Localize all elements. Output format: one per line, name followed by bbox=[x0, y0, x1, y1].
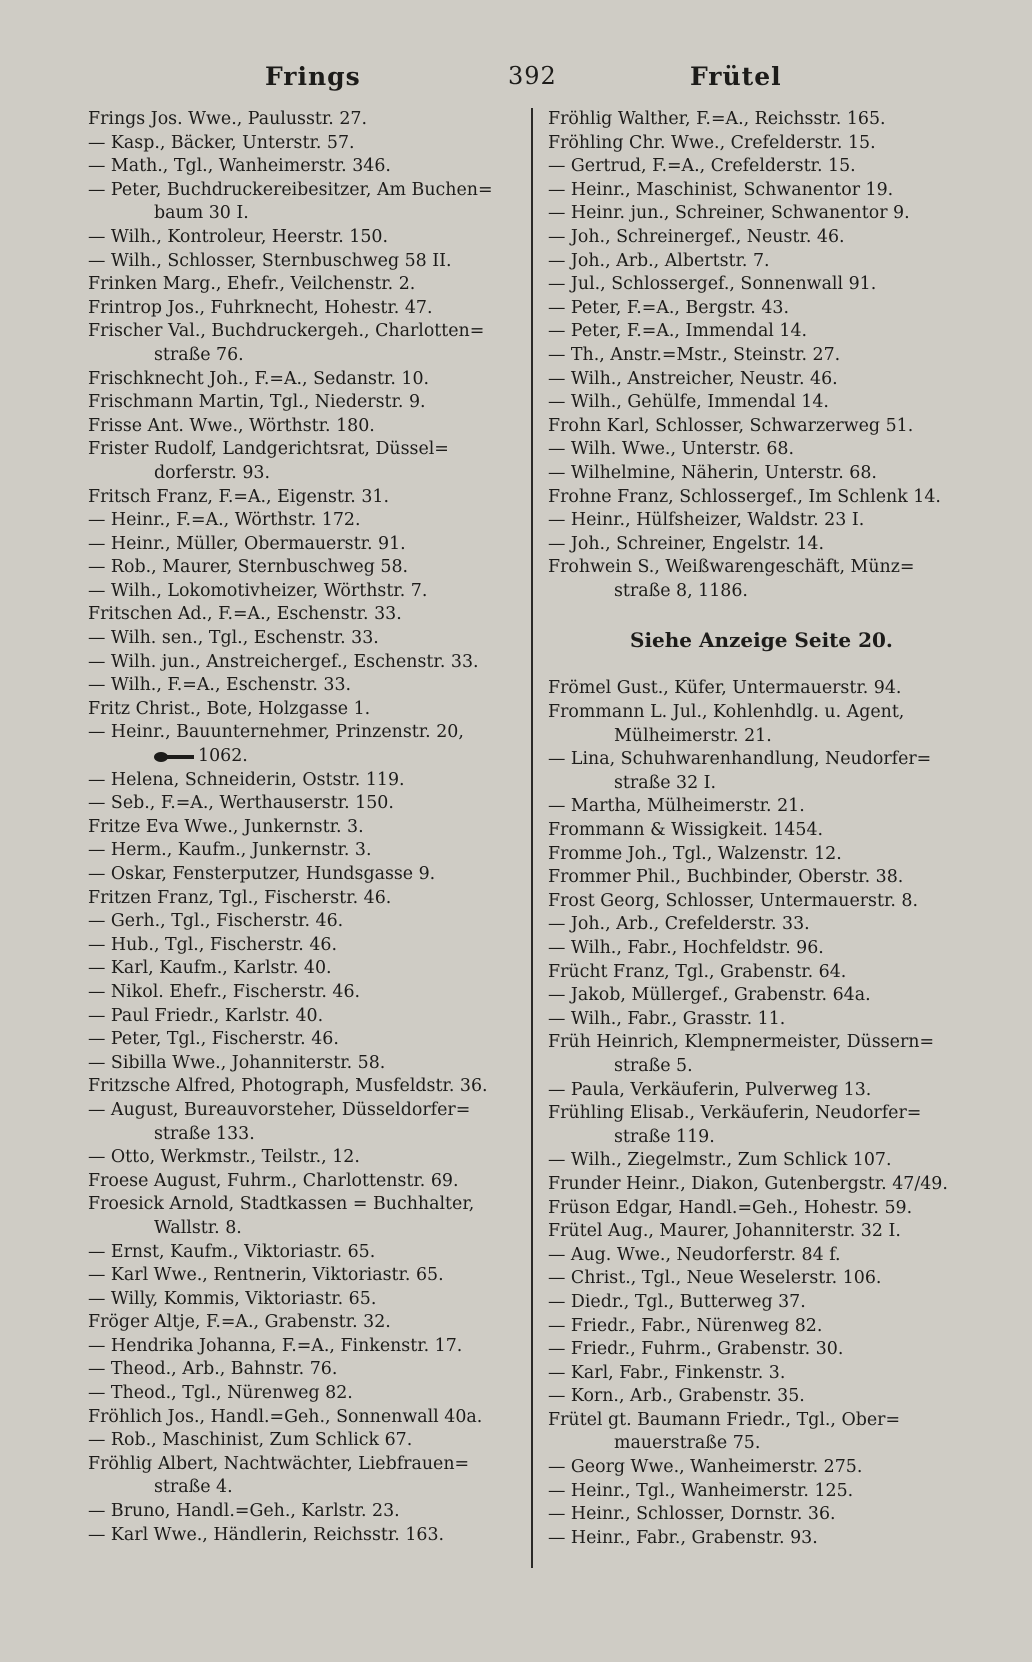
entry-text: Fröhlich Jos., Handl.=Geh., Sonnenwall 40a. bbox=[88, 1406, 483, 1427]
directory-entry bbox=[88, 368, 520, 392]
directory-entry bbox=[88, 226, 520, 250]
entry-text: Früh Heinrich, Klempnermeister, Düssern= bbox=[548, 1032, 935, 1053]
directory-entry bbox=[548, 1527, 988, 1551]
entry-text: — Math., Tgl., Wanheimerstr. 346. bbox=[88, 156, 391, 177]
directory-entry bbox=[548, 1503, 988, 1527]
entry-text: — Peter, F.=A., Immendal 14. bbox=[548, 321, 808, 342]
entry-text: — Aug. Wwe., Neudorferstr. 84 f. bbox=[548, 1244, 841, 1265]
page-number: 392 bbox=[508, 62, 557, 90]
directory-entry bbox=[88, 1476, 520, 1500]
directory-entry bbox=[88, 1241, 520, 1265]
directory-entry bbox=[548, 391, 988, 415]
directory-entry bbox=[548, 866, 988, 890]
directory-entry bbox=[88, 721, 520, 745]
entry-text: Frommann & Wissigkeit. 1454. bbox=[548, 820, 824, 841]
entry-text: — Joh., Arb., Crefelderstr. 33. bbox=[548, 914, 810, 935]
entry-text: straße 5. bbox=[614, 1055, 693, 1076]
entry-text: — Paul Friedr., Karlstr. 40. bbox=[88, 1005, 324, 1026]
entry-text: — Heinr., Fabr., Grabenstr. 93. bbox=[548, 1527, 818, 1548]
entry-text: — Lina, Schuhwarenhandlung, Neudorfer= bbox=[548, 749, 932, 770]
entry-text: Fröger Altje, F.=A., Grabenstr. 32. bbox=[88, 1312, 391, 1333]
entry-text: — Joh., Schreinergef., Neustr. 46. bbox=[548, 226, 845, 247]
directory-entry bbox=[88, 250, 520, 274]
directory-entry bbox=[88, 297, 520, 321]
entry-text: — Otto, Werkmstr., Teilstr., 12. bbox=[88, 1147, 360, 1168]
directory-entry bbox=[548, 202, 988, 226]
entry-text: — Paula, Verkäuferin, Pulverweg 13. bbox=[548, 1079, 872, 1100]
directory-entry bbox=[548, 155, 988, 179]
advertisement-notice: Siehe Anzeige Seite 20. bbox=[630, 628, 893, 653]
directory-entry bbox=[88, 580, 520, 604]
entry-text: — Heinr., Maschinist, Schwanentor 19. bbox=[548, 179, 894, 200]
header-left-keyword: Frings bbox=[265, 62, 361, 91]
entry-text: Fritschen Ad., F.=A., Eschenstr. 33. bbox=[88, 604, 402, 625]
entry-text: Frisse Ant. Wwe., Wörthstr. 180. bbox=[88, 415, 375, 436]
directory-entry bbox=[548, 890, 988, 914]
directory-entry bbox=[548, 1480, 988, 1504]
spacer bbox=[548, 655, 988, 677]
entry-text: — Ernst, Kaufm., Viktoriastr. 65. bbox=[88, 1241, 376, 1262]
directory-entry bbox=[88, 202, 520, 226]
entry-text: straße 4. bbox=[154, 1477, 233, 1498]
entry-text: — Martha, Mülheimerstr. 21. bbox=[548, 796, 805, 817]
entry-text: — Wilh. sen., Tgl., Eschenstr. 33. bbox=[88, 628, 379, 649]
directory-entry bbox=[88, 1524, 520, 1548]
directory-entry bbox=[88, 1288, 520, 1312]
entry-text: Frinken Marg., Ehefr., Veilchenstr. 2. bbox=[88, 274, 416, 295]
entry-text: — Heinr., Schlosser, Dornstr. 36. bbox=[548, 1504, 836, 1525]
directory-entry bbox=[548, 701, 988, 725]
directory-entry bbox=[88, 1453, 520, 1477]
right-column-part-b bbox=[548, 677, 988, 1550]
directory-entry bbox=[548, 580, 988, 604]
directory-entry bbox=[548, 1220, 988, 1244]
entry-text: Frühling Elisab., Verkäuferin, Neudorfer= bbox=[548, 1103, 922, 1124]
entry-text: — Wilh. jun., Anstreichergef., Eschenstr. 33. bbox=[88, 651, 479, 672]
entry-text: — Joh., Schreiner, Engelstr. 14. bbox=[548, 533, 825, 554]
directory-entry bbox=[548, 748, 988, 772]
directory-entry bbox=[88, 651, 520, 675]
directory-entry bbox=[548, 1149, 988, 1173]
directory-entry bbox=[548, 984, 988, 1008]
entry-text: Früson Edgar, Handl.=Geh., Hohestr. 59. bbox=[548, 1197, 913, 1218]
directory-entry bbox=[548, 1031, 988, 1055]
directory-entry bbox=[88, 179, 520, 203]
entry-text: — Wilh., F.=A., Eschenstr. 33. bbox=[88, 675, 352, 696]
entry-text: — Wilh. Wwe., Unterstr. 68. bbox=[548, 439, 794, 460]
directory-entry bbox=[548, 438, 988, 462]
directory-entry bbox=[548, 250, 988, 274]
entry-text: — Christ., Tgl., Neue Weselerstr. 106. bbox=[548, 1268, 882, 1289]
entry-text: — Th., Anstr.=Mstr., Steinstr. 27. bbox=[548, 344, 841, 365]
directory-entry bbox=[88, 1217, 520, 1241]
entry-text: mauerstraße 75. bbox=[614, 1433, 761, 1454]
entry-text: Froesick Arnold, Stadtkassen = Buchhalter, bbox=[88, 1194, 475, 1215]
entry-text: — Wilh., Ziegelmstr., Zum Schlick 107. bbox=[548, 1150, 892, 1171]
directory-entry bbox=[88, 391, 520, 415]
page-header bbox=[0, 62, 1032, 102]
entry-text: Frost Georg, Schlosser, Untermauerstr. 8. bbox=[548, 890, 919, 911]
entry-text: straße 119. bbox=[614, 1126, 715, 1147]
entry-text: — Oskar, Fensterputzer, Hundsgasse 9. bbox=[88, 864, 436, 884]
directory-entry bbox=[548, 226, 988, 250]
directory-entry bbox=[548, 1102, 988, 1126]
entry-text: — Heinr., Tgl., Wanheimerstr. 125. bbox=[548, 1480, 854, 1501]
right-column-part-a bbox=[548, 108, 988, 603]
directory-entry bbox=[88, 1052, 520, 1076]
entry-text: — Karl Wwe., Rentnerin, Viktoriastr. 65. bbox=[88, 1265, 444, 1286]
directory-entry bbox=[548, 795, 988, 819]
directory-entry bbox=[88, 486, 520, 510]
entry-text: — Heinr., Hülfsheizer, Waldstr. 23 I. bbox=[548, 510, 865, 531]
entry-text: — Seb., F.=A., Werthauserstr. 150. bbox=[88, 793, 394, 814]
entry-text: — August, Bureauvorsteher, Düsseldorfer= bbox=[88, 1099, 471, 1120]
directory-entry bbox=[88, 1193, 520, 1217]
directory-entry bbox=[548, 1291, 988, 1315]
entry-text: Frommann L. Jul., Kohlenhdlg. u. Agent, bbox=[548, 702, 905, 723]
directory-entry bbox=[548, 937, 988, 961]
entry-text: — Sibilla Wwe., Johanniterstr. 58. bbox=[88, 1052, 386, 1073]
directory-entry bbox=[548, 132, 988, 156]
entry-text: — Wilh., Schlosser, Sternbuschweg 58 II. bbox=[88, 250, 452, 271]
directory-entry bbox=[88, 934, 520, 958]
directory-entry bbox=[88, 863, 520, 887]
entry-text: — Wilh., Fabr., Grasstr. 11. bbox=[548, 1008, 786, 1029]
entry-text: — Jul., Schlossergef., Sonnenwall 91. bbox=[548, 274, 877, 295]
entry-text: Frings Jos. Wwe., Paulusstr. 27. bbox=[88, 109, 367, 129]
entry-text: — Friedr., Fabr., Nürenweg 82. bbox=[548, 1315, 823, 1336]
directory-entry bbox=[88, 839, 520, 863]
directory-entry bbox=[548, 1315, 988, 1339]
entry-text: Mülheimerstr. 21. bbox=[614, 725, 772, 746]
directory-entry bbox=[88, 1123, 520, 1147]
entry-text: straße 32 I. bbox=[614, 772, 717, 793]
directory-entry bbox=[548, 179, 988, 203]
entry-text: — Peter, Tgl., Fischerstr. 46. bbox=[88, 1029, 339, 1050]
directory-entry bbox=[88, 344, 520, 368]
directory-entry bbox=[88, 108, 520, 132]
directory-entry bbox=[548, 556, 988, 580]
directory-entry bbox=[88, 1406, 520, 1430]
directory-entry bbox=[88, 1146, 520, 1170]
directory-entry bbox=[548, 677, 988, 701]
entry-text: Fromme Joh., Tgl., Walzenstr. 12. bbox=[548, 843, 842, 864]
directory-entry bbox=[88, 1075, 520, 1099]
entry-text: — Korn., Arb., Grabenstr. 35. bbox=[548, 1386, 805, 1407]
directory-entry bbox=[548, 297, 988, 321]
entry-text: Frommer Phil., Buchbinder, Oberstr. 38. bbox=[548, 867, 904, 888]
directory-entry bbox=[88, 1264, 520, 1288]
directory-entry bbox=[548, 1432, 988, 1456]
entry-text: Frömel Gust., Küfer, Untermauerstr. 94. bbox=[548, 678, 902, 699]
entry-text: Fröhling Chr. Wwe., Crefelderstr. 15. bbox=[548, 132, 876, 153]
directory-entry bbox=[548, 108, 988, 132]
entry-text: — Heinr., Müller, Obermauerstr. 91. bbox=[88, 533, 406, 554]
directory-entry bbox=[88, 603, 520, 627]
directory-entry bbox=[88, 1382, 520, 1406]
entry-text: Wallstr. 8. bbox=[154, 1217, 242, 1238]
entry-text: — Kasp., Bäcker, Unterstr. 57. bbox=[88, 132, 355, 153]
directory-entry bbox=[548, 843, 988, 867]
directory-entry bbox=[548, 486, 988, 510]
directory-entry bbox=[548, 1385, 988, 1409]
directory-entry bbox=[88, 533, 520, 557]
entry-text: — Wilh., Kontroleur, Heerstr. 150. bbox=[88, 226, 389, 247]
directory-entry bbox=[548, 1079, 988, 1103]
directory-entry bbox=[548, 1197, 988, 1221]
spacer bbox=[548, 603, 988, 625]
entry-text: — Karl, Kaufm., Karlstr. 40. bbox=[88, 958, 332, 979]
directory-entry bbox=[548, 509, 988, 533]
entry-text: Frücht Franz, Tgl., Grabenstr. 64. bbox=[548, 961, 847, 982]
entry-text: — Rob., Maschinist, Zum Schlick 67. bbox=[88, 1430, 413, 1451]
entry-text: — Diedr., Tgl., Butterweg 37. bbox=[548, 1291, 806, 1312]
directory-entry bbox=[88, 273, 520, 297]
entry-text: Frohne Franz, Schlossergef., Im Schlenk 14. bbox=[548, 486, 941, 507]
directory-entry bbox=[548, 913, 988, 937]
directory-entry bbox=[88, 816, 520, 840]
directory-entry bbox=[548, 1008, 988, 1032]
directory-entry bbox=[88, 887, 520, 911]
directory-entry bbox=[548, 1409, 988, 1433]
entry-text: — Wilh., Gehülfe, Immendal 14. bbox=[548, 392, 829, 413]
directory-entry bbox=[548, 533, 988, 557]
entry-text: — Joh., Arb., Albertstr. 7. bbox=[548, 250, 770, 271]
directory-entry bbox=[88, 415, 520, 439]
entry-text: — Heinr., F.=A., Wörthstr. 172. bbox=[88, 510, 361, 531]
entry-text: Fritzen Franz, Tgl., Fischerstr. 46. bbox=[88, 887, 392, 908]
entry-text: 1062. bbox=[198, 746, 248, 767]
directory-entry bbox=[88, 462, 520, 486]
header-right-keyword: Frütel bbox=[690, 62, 782, 91]
entry-text: Fröhlig Albert, Nachtwächter, Liebfrauen= bbox=[88, 1453, 470, 1474]
directory-entry bbox=[88, 1311, 520, 1335]
directory-entry bbox=[88, 1500, 520, 1524]
left-column bbox=[88, 108, 520, 1547]
entry-text: dorferstr. 93. bbox=[154, 462, 270, 483]
entry-text: — Heinr., Bauunternehmer, Prinzenstr. 20, bbox=[88, 722, 464, 743]
entry-text: Fritz Christ., Bote, Holzgasse 1. bbox=[88, 698, 371, 719]
directory-entry bbox=[88, 745, 520, 769]
directory-entry bbox=[88, 957, 520, 981]
entry-text: Fritze Eva Wwe., Junkernstr. 3. bbox=[88, 816, 364, 837]
entry-text: — Heinr. jun., Schreiner, Schwanentor 9. bbox=[548, 203, 910, 224]
directory-entry bbox=[88, 1335, 520, 1359]
directory-entry bbox=[88, 1099, 520, 1123]
directory-entry bbox=[548, 415, 988, 439]
directory-entry bbox=[88, 132, 520, 156]
entry-text: — Wilhelmine, Näherin, Unterstr. 68. bbox=[548, 462, 877, 483]
directory-entry bbox=[88, 1005, 520, 1029]
entry-text: — Georg Wwe., Wanheimerstr. 275. bbox=[548, 1457, 863, 1478]
entry-text: — Karl Wwe., Händlerin, Reichsstr. 163. bbox=[88, 1524, 445, 1545]
entry-text: Frischer Val., Buchdruckergeh., Charlotten= bbox=[88, 321, 485, 342]
entry-text: — Gertrud, F.=A., Crefelderstr. 15. bbox=[548, 156, 856, 177]
directory-entry bbox=[548, 344, 988, 368]
entry-text: Fritzsche Alfred, Photograph, Musfeldstr. 36. bbox=[88, 1076, 488, 1097]
directory-entry bbox=[88, 1429, 520, 1453]
column-divider bbox=[531, 108, 533, 1568]
entry-text: — Hendrika Johanna, F.=A., Finkenstr. 17. bbox=[88, 1335, 463, 1356]
directory-entry bbox=[88, 1358, 520, 1382]
entry-text: Frischknecht Joh., F.=A., Sedanstr. 10. bbox=[88, 368, 430, 389]
entry-text: — Nikol. Ehefr., Fischerstr. 46. bbox=[88, 981, 361, 1002]
entry-text: — Wilh., Anstreicher, Neustr. 46. bbox=[548, 368, 838, 389]
directory-entry bbox=[88, 556, 520, 580]
entry-text: Frister Rudolf, Landgerichtsrat, Düssel= bbox=[88, 439, 449, 460]
directory-entry bbox=[548, 462, 988, 486]
directory-entry bbox=[88, 627, 520, 651]
directory-entry bbox=[548, 1267, 988, 1291]
directory-entry bbox=[548, 1362, 988, 1386]
entry-text: — Wilh., Lokomotivheizer, Wörthstr. 7. bbox=[88, 580, 428, 601]
directory-entry bbox=[548, 1126, 988, 1150]
directory-entry bbox=[88, 509, 520, 533]
directory-entry bbox=[548, 1055, 988, 1079]
entry-text: straße 133. bbox=[154, 1123, 255, 1144]
directory-entry bbox=[548, 1456, 988, 1480]
entry-text: — Karl, Fabr., Finkenstr. 3. bbox=[548, 1362, 786, 1383]
directory-entry bbox=[88, 155, 520, 179]
directory-entry bbox=[548, 1244, 988, 1268]
directory-entry bbox=[88, 320, 520, 344]
directory-entry bbox=[88, 1028, 520, 1052]
directory-entry bbox=[548, 368, 988, 392]
telephone-icon bbox=[154, 751, 194, 763]
directory-entry bbox=[88, 1170, 520, 1194]
entry-text: — Theod., Tgl., Nürenweg 82. bbox=[88, 1383, 353, 1404]
entry-text: Frütel gt. Baumann Friedr., Tgl., Ober= bbox=[548, 1409, 901, 1430]
entry-text: Frohn Karl, Schlosser, Schwarzerweg 51. bbox=[548, 415, 914, 436]
entry-text: baum 30 I. bbox=[154, 203, 249, 224]
entry-text: — Peter, Buchdruckereibesitzer, Am Buchen= bbox=[88, 179, 493, 200]
entry-text: — Gerh., Tgl., Fischerstr. 46. bbox=[88, 911, 344, 932]
entry-text: Frintrop Jos., Fuhrknecht, Hohestr. 47. bbox=[88, 297, 433, 318]
directory-entry bbox=[88, 698, 520, 722]
entry-text: — Friedr., Fuhrm., Grabenstr. 30. bbox=[548, 1339, 844, 1360]
directory-entry bbox=[548, 772, 988, 796]
directory-entry bbox=[548, 273, 988, 297]
entry-text: — Herm., Kaufm., Junkernstr. 3. bbox=[88, 840, 372, 861]
entry-text: — Theod., Arb., Bahnstr. 76. bbox=[88, 1359, 338, 1380]
entry-text: Fritsch Franz, F.=A., Eigenstr. 31. bbox=[88, 486, 389, 507]
entry-text: straße 8, 1186. bbox=[614, 580, 748, 601]
directory-entry bbox=[548, 1173, 988, 1197]
entry-text: — Helena, Schneiderin, Oststr. 119. bbox=[88, 769, 405, 790]
entry-text: — Rob., Maurer, Sternbuschweg 58. bbox=[88, 557, 409, 578]
directory-entry bbox=[548, 961, 988, 985]
entry-text: — Bruno, Handl.=Geh., Karlstr. 23. bbox=[88, 1501, 400, 1522]
directory-entry bbox=[88, 910, 520, 934]
directory-entry bbox=[548, 819, 988, 843]
entry-text: — Wilh., Fabr., Hochfeldstr. 96. bbox=[548, 938, 824, 958]
directory-entry bbox=[88, 438, 520, 462]
entry-text: Frohwein S., Weißwarengeschäft, Münz= bbox=[548, 557, 915, 578]
directory-entry bbox=[88, 769, 520, 793]
directory-entry bbox=[88, 674, 520, 698]
entry-text: Frischmann Martin, Tgl., Niederstr. 9. bbox=[88, 392, 426, 413]
directory-entry bbox=[88, 792, 520, 816]
entry-text: Frütel Aug., Maurer, Johanniterstr. 32 I. bbox=[548, 1221, 901, 1242]
entry-text: Frunder Heinr., Diakon, Gutenbergstr. 47/49. bbox=[548, 1173, 948, 1194]
entry-text: — Hub., Tgl., Fischerstr. 46. bbox=[88, 934, 338, 955]
entry-text: Froese August, Fuhrm., Charlottenstr. 69. bbox=[88, 1170, 459, 1191]
entry-text: — Jakob, Müllergef., Grabenstr. 64a. bbox=[548, 985, 871, 1006]
right-column bbox=[548, 108, 988, 1550]
entry-text: — Peter, F.=A., Bergstr. 43. bbox=[548, 297, 790, 318]
directory-entry bbox=[548, 320, 988, 344]
directory-entry bbox=[548, 1338, 988, 1362]
entry-text: — Willy, Kommis, Viktoriastr. 65. bbox=[88, 1288, 377, 1309]
entry-text: Fröhlig Walther, F.=A., Reichsstr. 165. bbox=[548, 109, 886, 129]
directory-entry bbox=[548, 725, 988, 749]
directory-entry bbox=[88, 981, 520, 1005]
entry-text: straße 76. bbox=[154, 344, 244, 365]
